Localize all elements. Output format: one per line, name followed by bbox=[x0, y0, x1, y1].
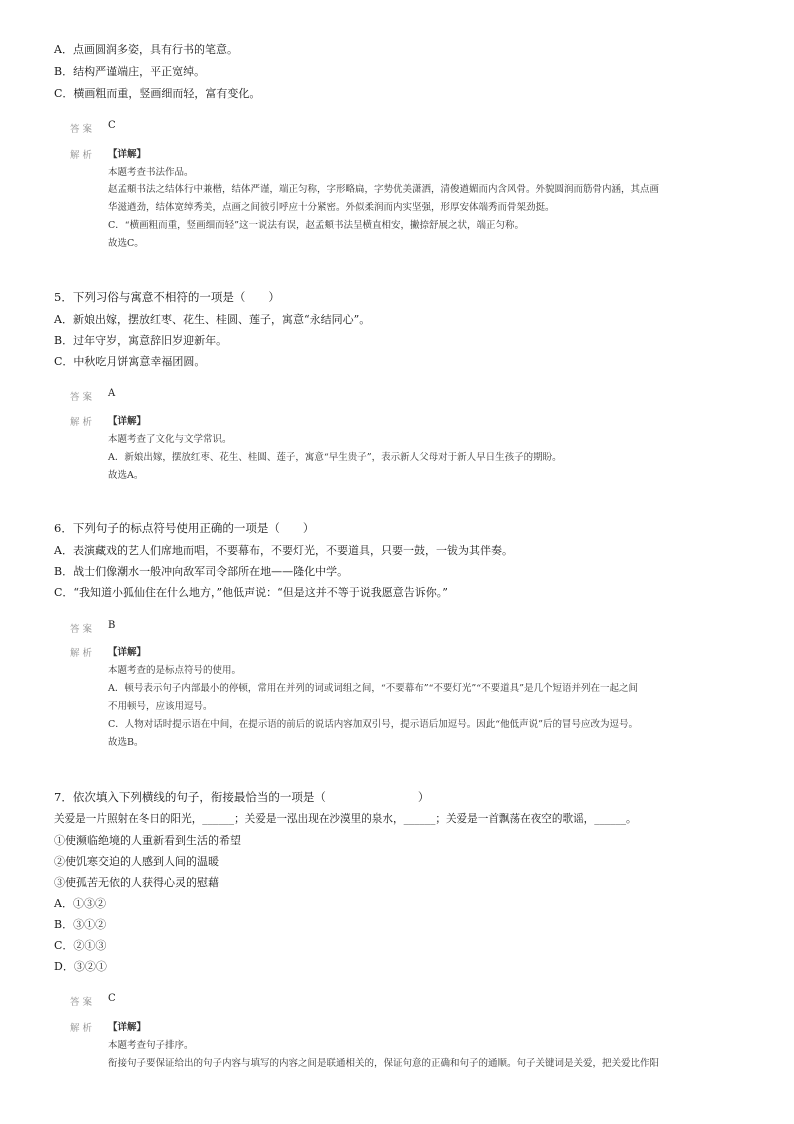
q4-option-a: A．点画圆润多姿，具有行书的笔意。 bbox=[54, 43, 238, 56]
q6-answer-tag: 答案 bbox=[70, 624, 96, 635]
q6-analysis-tag: 解析 bbox=[70, 648, 96, 659]
q7-item-3: ③使孤苦无依的人获得心灵的慰藉 bbox=[54, 876, 219, 889]
q5-option-a: A．新娘出嫁，摆放红枣、花生、桂圆、莲子，寓意“永结同心”。 bbox=[54, 313, 371, 326]
q4-analysis-heading: 【详解】 bbox=[108, 149, 147, 160]
q5-answer-tag: 答案 bbox=[70, 392, 96, 403]
q7-analysis-tag: 解析 bbox=[70, 1023, 96, 1034]
q7-answer-tag: 答案 bbox=[70, 997, 96, 1008]
q7-analysis-line: 本题考查句子排序。 bbox=[108, 1040, 194, 1051]
q5-analysis-line: A．新娘出嫁，摆放红枣、花生、桂圆、莲子，寓意“早生贵子”，表示新人父母对于新人早日生孩子的期盼。 bbox=[108, 452, 562, 463]
q7-option-d: D．③②① bbox=[54, 960, 107, 973]
q6-analysis-line: A．顿号表示句子内部最小的停顿，常用在并列的词或词组之间，“不要幕布”“不要灯光”“不要道具”是几个短语并列在一起之间 bbox=[108, 683, 639, 694]
q4-answer-tag: 答案 bbox=[70, 124, 96, 135]
q6-analysis-line: 不用顿号，应该用逗号。 bbox=[108, 701, 213, 712]
q7-analysis-heading: 【详解】 bbox=[108, 1022, 147, 1033]
q6-option-a: A．表演藏戏的艺人们席地而唱，不要幕布，不要灯光，不要道具，只要一鼓，一钹为其伴奏。 bbox=[54, 544, 513, 557]
q4-option-b: B．结构严谨端庄，平正宽绰。 bbox=[54, 65, 206, 78]
q4-answer: C bbox=[108, 120, 116, 131]
q5-option-b: B．过年守岁，寓意辞旧岁迎新年。 bbox=[54, 334, 228, 347]
q5-answer: A bbox=[108, 388, 116, 399]
q6-analysis-line: C．人物对话时提示语在中间，在提示语的前后的说话内容加双引号，提示语后加逗号。因此“他低声说”后的冒号应改为逗号。 bbox=[108, 719, 638, 730]
q7-stem: 关爱是一片照射在冬日的阳光，______；关爱是一泓出现在沙漠里的泉水，______；关爱是一首飘荡在夜空的歌谣，______。 bbox=[54, 813, 637, 825]
q5-analysis-heading: 【详解】 bbox=[108, 416, 147, 427]
q7-question: 7．依次填入下列横线的句子，衔接最恰当的一项是（ ） bbox=[54, 790, 430, 804]
q6-option-c: C．“我知道小狐仙住在什么地方，”他低声说：“但是这并不等于说我愿意告诉你。” bbox=[54, 586, 448, 599]
q5-option-c: C．中秋吃月饼寓意幸福团圆。 bbox=[54, 355, 206, 368]
q5-analysis-tag: 解析 bbox=[70, 417, 96, 428]
q6-analysis-line: 故选B。 bbox=[108, 737, 144, 748]
q6-question: 6．下列句子的标点符号使用正确的一项是（ ） bbox=[54, 521, 315, 535]
q7-option-a: A．①③② bbox=[54, 897, 106, 910]
q6-option-b: B．战士们像潮水一般冲向敌军司令部所在地——隆化中学。 bbox=[54, 565, 349, 578]
q4-analysis-line: 赵孟頫书法之结体行中兼楷，结体严谨，端正匀称，字形略扁，字势优美潇洒，清俊遒媚而内含风骨。外貌圆润而筋骨内涵，其点画 bbox=[108, 184, 660, 195]
q7-item-2: ②使饥寒交迫的人感到人间的温暖 bbox=[54, 855, 219, 868]
q6-answer: B bbox=[108, 620, 116, 631]
q4-analysis-tag: 解析 bbox=[70, 150, 96, 161]
q4-option-c: C．横画粗而重，竖画细而轻，富有变化。 bbox=[54, 87, 261, 100]
q5-analysis-line: 故选A。 bbox=[108, 470, 144, 481]
q4-analysis-line: 本题考查书法作品。 bbox=[108, 167, 194, 178]
q4-analysis-line: 故选C。 bbox=[108, 238, 144, 249]
q7-option-b: B．③①② bbox=[54, 918, 107, 931]
q7-answer: C bbox=[108, 993, 116, 1004]
q7-option-c: C．②①③ bbox=[54, 939, 107, 952]
q7-item-1: ①使濒临绝境的人重新看到生活的希望 bbox=[54, 834, 241, 847]
q4-analysis-line: 华滋遒劲，结体宽绰秀美，点画之间彼引呼应十分紧密。外似柔润而内实坚强，形厚安体端秀而骨架劲挺。 bbox=[108, 202, 555, 213]
q6-analysis-line: 本题考查的是标点符号的使用。 bbox=[108, 665, 242, 676]
q7-analysis-line: 衔接句子要保证给出的句子内容与填写的内容之间是联通相关的，保证句意的正确和句子的通顺。句子关键词是关爱，把关爱比作阳 bbox=[108, 1058, 660, 1069]
q4-analysis-line: C．“横画粗而重，竖画细而轻”这一说法有误，赵孟頫书法呈横直相安，撇捺舒展之状，端正匀称。 bbox=[108, 220, 524, 231]
q5-analysis-line: 本题考查了文化与文学常识。 bbox=[108, 434, 232, 445]
q5-question: 5．下列习俗与寓意不相符的一项是（ ） bbox=[54, 290, 280, 304]
q6-analysis-heading: 【详解】 bbox=[108, 647, 147, 658]
